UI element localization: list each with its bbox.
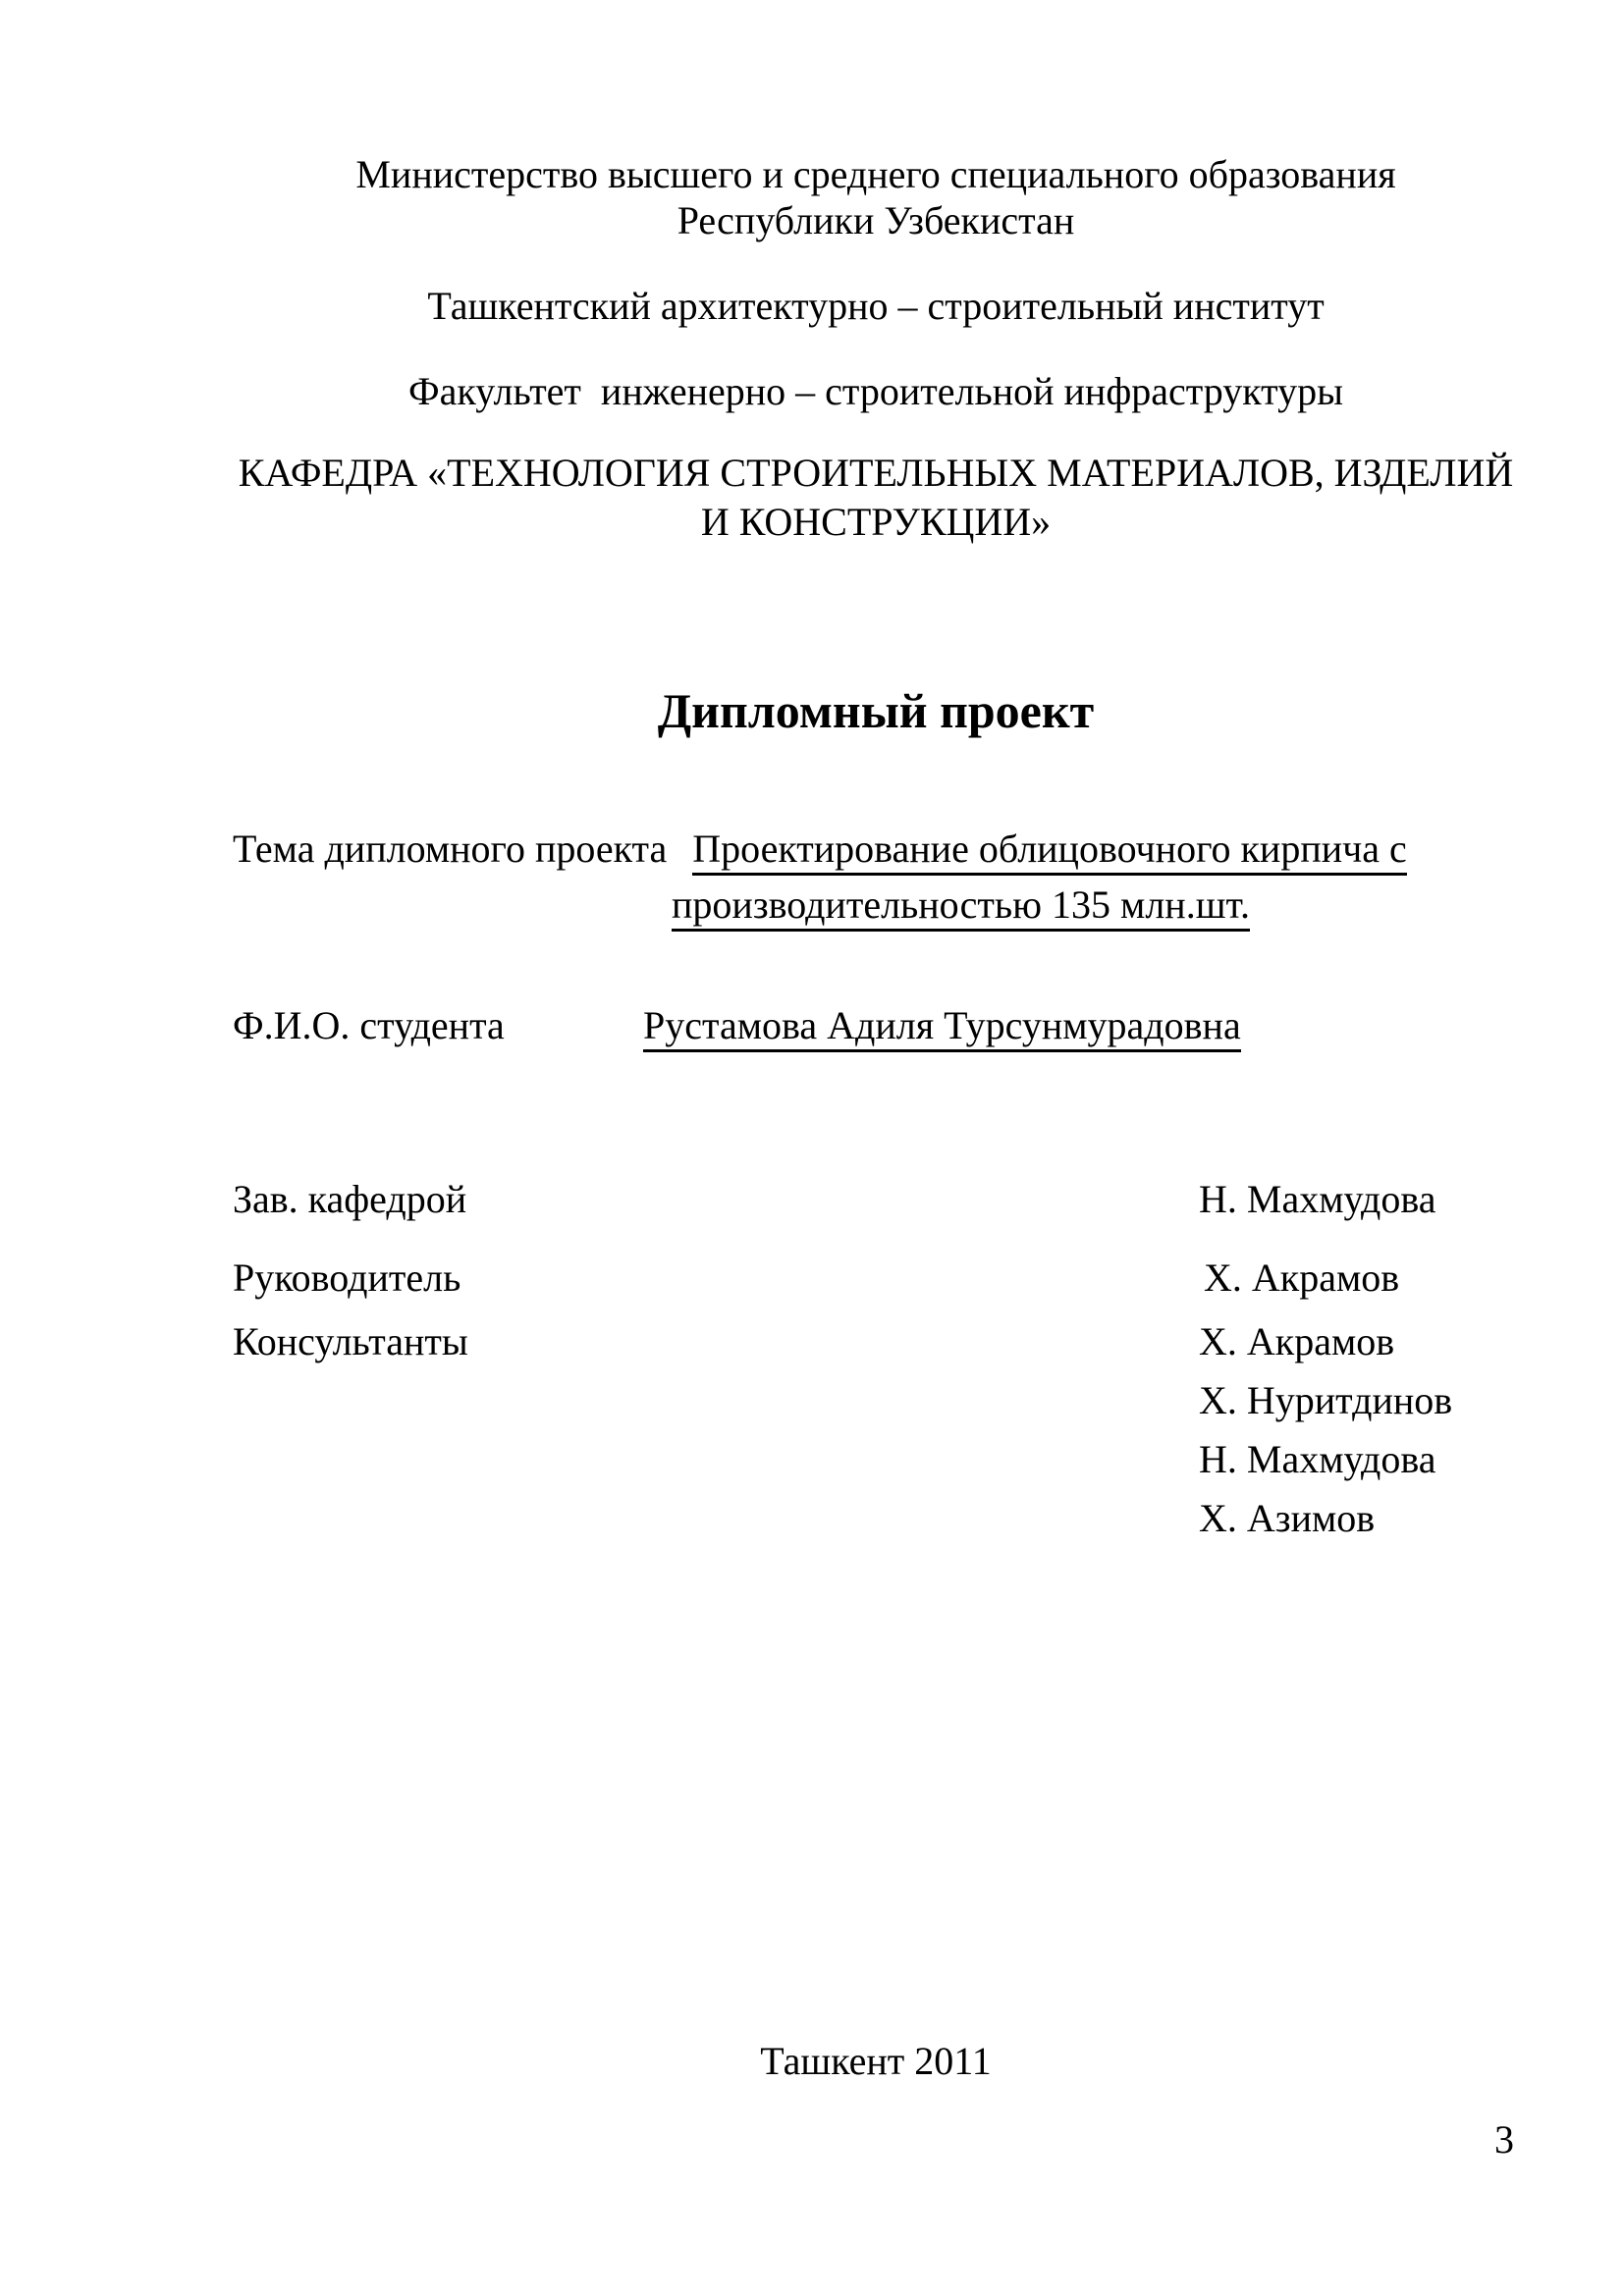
ministry-line-1: Министерство высшего и среднего специального образования <box>355 152 1396 196</box>
student-name: Рустамова Адиля Турсунмурадовна <box>643 1002 1241 1052</box>
signature-name-consultant-1: Х. Акрамов <box>1199 1319 1395 1363</box>
topic-label: Тема дипломного проекта <box>233 827 668 871</box>
signature-name-consultant-2: Х. Нуритдинов <box>1199 1378 1453 1422</box>
department-name-line-1: КАФЕДРА «ТЕХНОЛОГИЯ СТРОИТЕЛЬНЫХ МАТЕРИАЛОВ, ИЗДЕЛИЙ <box>238 451 1514 495</box>
topic-value-line-2: производительностью 135 млн.шт. <box>672 881 1250 932</box>
student-label: Ф.И.О. студента <box>233 1003 505 1047</box>
document-title: Дипломный проект <box>657 683 1095 738</box>
ministry-line-2: Республики Узбекистан <box>677 198 1075 242</box>
signature-name-supervisor: Х. Акрамов <box>1204 1255 1400 1300</box>
city-year: Ташкент 2011 <box>760 2039 992 2083</box>
signature-label-consultants: Консультанты <box>233 1319 468 1363</box>
signature-name-consultant-4: Х. Азимов <box>1199 1496 1376 1540</box>
signature-name-consultant-3: Н. Махмудова <box>1199 1437 1436 1481</box>
topic-row <box>233 826 1407 876</box>
signature-name-head-of-department: Н. Махмудова <box>1199 1177 1436 1221</box>
student-name-wrap <box>643 1002 1241 1052</box>
signature-label-head-of-department: Зав. кафедрой <box>233 1177 467 1221</box>
institute-name: Ташкентский архитектурно – строительный институт <box>427 284 1325 328</box>
department-name-line-2: И КОНСТРУКЦИИ» <box>700 500 1052 544</box>
topic-value-line-2-wrap <box>672 881 1250 932</box>
signature-label-supervisor: Руководитель <box>233 1255 461 1300</box>
topic-value-line-1: Проектирование облицовочного кирпича с <box>692 826 1407 876</box>
faculty-name: Факультет инженерно – строительной инфраструктуры <box>408 369 1343 413</box>
page-number: 3 <box>1494 2117 1514 2162</box>
